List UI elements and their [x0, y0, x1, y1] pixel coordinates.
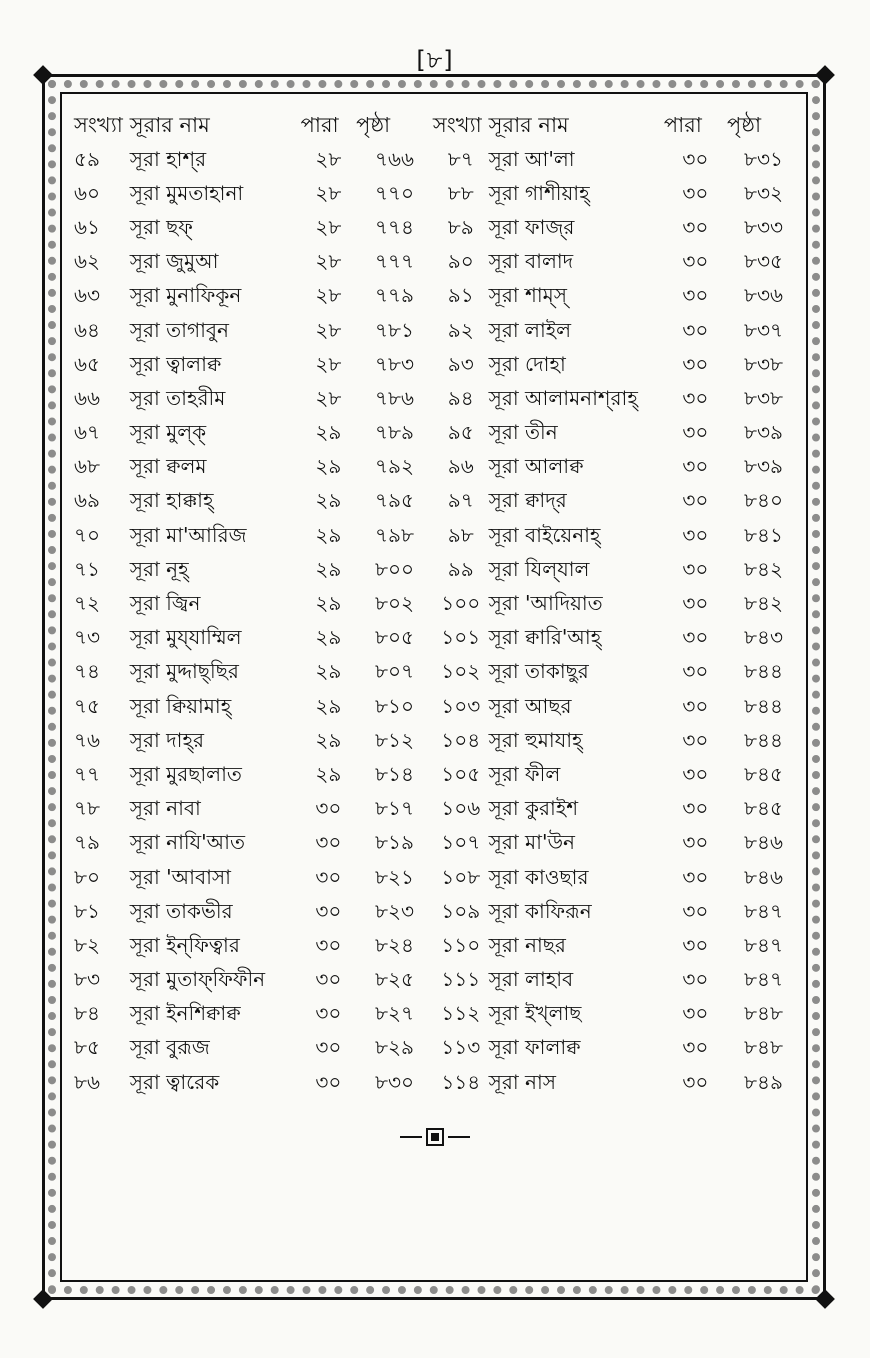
para-number: ২৯ [315, 420, 342, 445]
surah-name: সূরা নূহ্‌ [129, 556, 189, 581]
para-number: ৩০ [315, 796, 342, 821]
surah-name: সূরা শাম্‌স্‌ [488, 283, 567, 308]
para-number: ২৯ [315, 659, 342, 684]
page-number-cell: ৮৩০ [374, 1069, 414, 1094]
para-number: ৩০ [682, 385, 709, 410]
header-number: সংখ্যা [432, 112, 482, 137]
table-row [68, 794, 800, 828]
table-header-row [68, 108, 800, 144]
page-number-cell: ৮৩৮ [744, 351, 783, 376]
para-number: ৩০ [682, 625, 709, 650]
page-number-cell: ৮৪৩ [744, 625, 783, 650]
surah-number: ১১৪ [441, 1069, 481, 1094]
page-number-cell: ৮৩৫ [744, 249, 783, 274]
page-number-cell: ৭৭৯ [374, 283, 414, 308]
page-number-cell: ৮০৭ [374, 659, 414, 684]
para-number: ৩০ [315, 1069, 342, 1094]
page-number-cell: ৮৪৭ [744, 932, 783, 957]
para-number: ৩০ [315, 932, 342, 957]
para-number: ২৮ [315, 146, 342, 171]
surah-number: ৮৮ [447, 180, 474, 205]
surah-number: ১০৮ [441, 864, 481, 889]
surah-number: ৭৯ [74, 830, 100, 855]
surah-name: সূরা ফাজ্‌র [488, 214, 575, 239]
page-number-cell: ৮২৪ [375, 932, 414, 957]
surah-name: সূরা ফীল [488, 761, 561, 786]
page-number-cell: ৮৪৬ [744, 864, 783, 889]
para-number: ২৯ [315, 522, 342, 547]
table-row [68, 965, 800, 999]
surah-index-table [68, 108, 800, 1101]
surah-name: সূরা মুমতাহানা [129, 180, 244, 205]
page-number-cell: ৮১০ [375, 693, 414, 718]
table-row [68, 452, 800, 486]
surah-number: ৫৯ [74, 146, 100, 171]
surah-number: ৯৭ [447, 488, 474, 513]
surah-number: ৯৩ [447, 351, 474, 376]
table-row [68, 999, 800, 1033]
surah-name: সূরা ত্বারেক [129, 1069, 220, 1094]
page-number-cell: ৮২৯ [375, 1035, 414, 1060]
page-number-cell: ৮৪৪ [744, 727, 783, 752]
table-row [68, 759, 800, 793]
ornament-line [448, 1136, 470, 1138]
surah-number: ১০৬ [441, 796, 481, 821]
para-number: ৩০ [682, 727, 709, 752]
page-number-cell: ৮৩৬ [744, 283, 784, 308]
surah-name: সূরা ইখ্‌লাছ [488, 1001, 582, 1026]
page-number-cell: ৮৪২ [744, 591, 783, 616]
page-number-cell: ৭৮৯ [375, 420, 414, 445]
para-number: ৩০ [682, 693, 709, 718]
page-number-cell: ৮৩৮ [744, 385, 783, 410]
surah-number: ৮৯ [447, 214, 474, 239]
page-number-cell: ৮০০ [374, 556, 414, 581]
surah-name: সূরা মা'উন [488, 830, 575, 855]
page-number-cell: ৭৮৩ [374, 351, 414, 376]
para-number: ২৯ [315, 625, 342, 650]
surah-number: ১০৫ [441, 761, 481, 786]
page-number-cell: ৮৪১ [744, 522, 783, 547]
para-number: ২৯ [315, 556, 342, 581]
para-number: ৩০ [315, 1001, 342, 1026]
page-number-cell: ৮৪৬ [744, 830, 783, 855]
surah-name: সূরা মুনাফিকূন [129, 283, 242, 308]
para-number: ৩০ [682, 283, 709, 308]
surah-name: সূরা যিল্‌যাল [488, 556, 590, 581]
surah-name: সূরা ইন্‌ফিত্বার [129, 932, 240, 957]
table-row [68, 862, 800, 896]
page-number-cell: ৭৮৬ [374, 385, 414, 410]
para-number: ৩০ [315, 967, 342, 992]
surah-number: ৯১ [447, 283, 474, 308]
surah-name: সূরা তাগাবুন [129, 317, 229, 342]
para-number: ৩০ [682, 420, 709, 445]
para-number: ৩০ [682, 796, 709, 821]
page-number-cell: ৮০২ [374, 591, 414, 616]
para-number: ৩০ [682, 180, 709, 205]
surah-number: ১০১ [441, 625, 481, 650]
ornament-line [400, 1136, 422, 1138]
page-number-cell: ৮২৭ [374, 1001, 414, 1026]
surah-number: ১০৭ [441, 830, 481, 855]
surah-number: ১১৩ [441, 1035, 481, 1060]
page-number-cell: ৮৩২ [744, 180, 784, 205]
surah-number: ৮২ [74, 932, 100, 957]
surah-number: ১১১ [441, 967, 481, 992]
para-number: ২৯ [315, 727, 342, 752]
page-number-cell: ৮৪৮ [744, 1001, 783, 1026]
surah-number: ১০০ [441, 591, 481, 616]
surah-name: সূরা মুরছালাত [129, 761, 242, 786]
page-number-cell: ৮৪০ [744, 488, 783, 513]
para-number: ৩০ [682, 146, 709, 171]
page-number-cell: ৭৬৬ [374, 146, 414, 171]
para-number: ৩০ [682, 249, 709, 274]
table-row [68, 520, 800, 554]
surah-number: ৬১ [74, 214, 100, 239]
surah-number: ৬৫ [74, 351, 100, 376]
table-row [68, 247, 800, 281]
surah-name: সূরা তীন [488, 420, 558, 445]
page-number: [৮] [416, 46, 454, 74]
surah-number: ১১২ [441, 1001, 481, 1026]
surah-name: সূরা কাওছার [488, 864, 589, 889]
surah-name: সূরা লাইল [488, 317, 572, 342]
para-number: ৩০ [682, 864, 709, 889]
header-number: সংখ্যা [74, 112, 123, 137]
surah-name: সূরা আলাক্ব [488, 454, 584, 479]
surah-number: ৮৭ [447, 146, 474, 171]
surah-name: সূরা হাক্কাহ্‌ [129, 488, 214, 513]
surah-name: সূরা জ্বিন [129, 591, 201, 616]
surah-name: সূরা মুয্‌যাম্মিল [129, 625, 242, 650]
surah-number: ১১০ [441, 932, 481, 957]
surah-name: সূরা তাহরীম [129, 385, 226, 410]
surah-number: ৮০ [74, 864, 100, 889]
surah-name: সূরা বালাদ [488, 249, 574, 274]
header-page: পৃষ্ঠা [356, 112, 391, 137]
page-number-cell: ৭৮১ [375, 317, 414, 342]
page-number-cell: ৮২১ [375, 864, 414, 889]
para-number: ৩০ [682, 591, 709, 616]
surah-name: সূরা হুমাযাহ্‌ [488, 727, 583, 752]
header-surah-name: সূরার নাম [129, 112, 210, 137]
surah-name: সূরা মুতাফ্‌ফিফীন [129, 967, 266, 992]
surah-number: ৬২ [74, 249, 101, 274]
para-number: ৩০ [682, 898, 709, 923]
surah-name: সূরা ইনশিক্বাক্ব [129, 1001, 241, 1026]
ornament-square-icon [426, 1128, 444, 1146]
para-number: ৩০ [682, 932, 709, 957]
surah-number: ৯২ [447, 317, 474, 342]
para-number: ৩০ [682, 1069, 709, 1094]
para-number: ৩০ [682, 454, 709, 479]
page-number-cell: ৮৩৯ [744, 420, 783, 445]
surah-name: সূরা আলামনাশ্‌রাহ্‌ [488, 385, 638, 410]
page-number-cell: ৮৪৫ [744, 761, 783, 786]
surah-number: ৭১ [74, 556, 100, 581]
page-number-cell: ৭৯৮ [375, 522, 414, 547]
surah-number: ৬০ [74, 180, 101, 205]
table-row [68, 623, 800, 657]
para-number: ২৮ [315, 249, 342, 274]
para-number: ৩০ [682, 1035, 709, 1060]
para-number: ৩০ [682, 761, 709, 786]
page-number-cell: ৮২৩ [374, 898, 414, 923]
table-row [68, 281, 800, 315]
table-row [68, 930, 800, 964]
surah-number: ৯৬ [447, 454, 474, 479]
para-number: ২৮ [315, 214, 342, 239]
surah-name: সূরা হাশ্‌র [129, 146, 207, 171]
page-number-cell: ৮৪৫ [744, 796, 783, 821]
table-row [68, 383, 800, 417]
header-para: পারা [663, 112, 702, 137]
table-row [68, 144, 800, 178]
surah-number: ৭৪ [74, 659, 100, 684]
para-number: ২৮ [315, 351, 342, 376]
page-number-cell: ৮৩৩ [744, 214, 784, 239]
surah-name: সূরা বুরূজ [129, 1035, 210, 1060]
para-number: ২৯ [315, 454, 342, 479]
para-number: ২৯ [315, 693, 342, 718]
para-number: ২৯ [315, 488, 342, 513]
para-number: ৩০ [682, 351, 709, 376]
page-number-cell: ৮১৭ [375, 796, 414, 821]
surah-name: সূরা জুমুআ [129, 249, 219, 274]
para-number: ৩০ [315, 830, 342, 855]
surah-name: সূরা ক্বাদ্‌র [488, 488, 567, 513]
surah-number: ৮৬ [74, 1069, 100, 1094]
page-number-cell: ৮৪৭ [744, 898, 783, 923]
surah-number: ৬৬ [74, 385, 101, 410]
surah-number: ৮৫ [74, 1035, 100, 1060]
surah-name: সূরা তাকভীর [129, 898, 233, 923]
table-row [68, 418, 800, 452]
page-number-cell: ৮৪৪ [744, 659, 783, 684]
page-number-cell: ৭৯২ [374, 454, 414, 479]
page-number-cell: ৮৪৮ [744, 1035, 783, 1060]
surah-name: সূরা মুদ্দাছ্‌ছির [129, 659, 239, 684]
para-number: ৩০ [682, 659, 709, 684]
surah-number: ৭৮ [74, 796, 100, 821]
surah-name: সূরা ক্বারি'আহ্‌ [488, 625, 602, 650]
para-number: ৩০ [682, 214, 709, 239]
surah-name: সূরা কুরাইশ [488, 796, 579, 821]
page-number-cell: ৭৭৪ [374, 214, 414, 239]
surah-number: ৯৪ [447, 385, 474, 410]
surah-number: ৭২ [74, 591, 101, 616]
surah-name: সূরা কাফিরূন [488, 898, 592, 923]
table-row [68, 1033, 800, 1067]
surah-name: সূরা ক্বলম [129, 454, 207, 479]
para-number: ৩০ [315, 1035, 342, 1060]
page-number-cell: ৮২৫ [375, 967, 414, 992]
table-row [68, 657, 800, 691]
page-number-cell: ৮০৫ [375, 625, 414, 650]
page-number-cell: ৮৪৪ [744, 693, 783, 718]
surah-name: সূরা বাইয়েনাহ্‌ [488, 522, 601, 547]
table-row [68, 828, 800, 862]
table-row [68, 1067, 800, 1101]
table-row [68, 315, 800, 349]
surah-number: ৬৮ [74, 454, 100, 479]
surah-name: সূরা ক্বিয়ামাহ্‌ [129, 693, 232, 718]
header-surah-name: সূরার নাম [488, 112, 569, 137]
table-row [68, 486, 800, 520]
surah-number: ৭০ [74, 522, 101, 547]
surah-number: ৮১ [74, 898, 100, 923]
surah-number: ৬৪ [74, 317, 100, 342]
surah-name: সূরা তাকাছুর [488, 659, 589, 684]
surah-name: সূরা নাছর [488, 932, 566, 957]
para-number: ৩০ [315, 864, 342, 889]
page-number-cell: ৭৭০ [374, 180, 414, 205]
para-number: ৩০ [682, 488, 709, 513]
header-page: পৃষ্ঠা [727, 112, 762, 137]
surah-number: ৭৩ [74, 625, 101, 650]
surah-number: ৮৪ [74, 1001, 100, 1026]
surah-number: ৯৮ [447, 522, 474, 547]
surah-name: সূরা আ'লা [488, 146, 575, 171]
para-number: ২৮ [315, 385, 342, 410]
surah-number: ৯০ [447, 249, 474, 274]
surah-name: সূরা ত্বালাক্ব [129, 351, 222, 376]
header-para: পারা [300, 112, 339, 137]
para-number: ৩০ [682, 317, 709, 342]
page-number-cell: ৭৭৭ [374, 249, 414, 274]
page-number-cell: ৮৪২ [744, 556, 783, 581]
page-number-cell: ৮৩৭ [744, 317, 784, 342]
surah-name: সূরা মা'আরিজ [129, 522, 247, 547]
surah-number: ১০৩ [441, 693, 481, 718]
page-number-cell: ৮১৪ [375, 761, 414, 786]
table-row [68, 725, 800, 759]
table-row [68, 349, 800, 383]
surah-name: সূরা 'আবাসা [129, 864, 231, 889]
surah-number: ৬৭ [74, 420, 101, 445]
table-row [68, 212, 800, 246]
surah-number: ৮৩ [74, 967, 100, 992]
para-number: ২৯ [315, 591, 342, 616]
para-number: ২৮ [315, 180, 342, 205]
table-row [68, 554, 800, 588]
table-row [68, 588, 800, 622]
surah-name: সূরা লাহাব [488, 967, 574, 992]
surah-number: ৭৭ [74, 761, 101, 786]
page-number-cell: ৮৪৯ [744, 1069, 783, 1094]
para-number: ২৮ [315, 317, 342, 342]
surah-number: ১০৪ [441, 727, 481, 752]
table-row [68, 691, 800, 725]
surah-number: ৭৫ [74, 693, 100, 718]
para-number: ৩০ [315, 898, 342, 923]
surah-number: ৬৯ [74, 488, 100, 513]
surah-number: ১০২ [441, 659, 481, 684]
page-number-cell: ৭৯৫ [375, 488, 414, 513]
para-number: ৩০ [682, 830, 709, 855]
surah-name: সূরা দাহ্‌র [129, 727, 204, 752]
para-number: ৩০ [682, 967, 709, 992]
para-number: ২৮ [315, 283, 342, 308]
surah-name: সূরা 'আদিয়াত [488, 591, 603, 616]
page-number-cell: ৮১২ [375, 727, 414, 752]
surah-name: সূরা ছফ্‌ [129, 214, 193, 239]
surah-name: সূরা নাযি'আত [129, 830, 245, 855]
para-number: ৩০ [682, 1001, 709, 1026]
para-number: ৩০ [682, 522, 709, 547]
surah-number: ৯৫ [447, 420, 474, 445]
surah-name: সূরা নাবা [129, 796, 201, 821]
surah-number: ৯৯ [447, 556, 474, 581]
page-number-cell: ৮১৯ [375, 830, 414, 855]
surah-name: সূরা মুল্‌ক্‌ [129, 420, 207, 445]
table-row [68, 896, 800, 930]
surah-name: সূরা দোহা [488, 351, 566, 376]
surah-name: সূরা নাস [488, 1069, 556, 1094]
page-number-cell: ৮৪৭ [744, 967, 783, 992]
page-number-cell: ৮৩১ [744, 146, 783, 171]
para-number: ২৯ [315, 761, 342, 786]
surah-name: সূরা আছর [488, 693, 572, 718]
para-number: ৩০ [682, 556, 709, 581]
table-row [68, 178, 800, 212]
surah-name: সূরা ফালাক্ব [488, 1035, 581, 1060]
surah-number: ৬৩ [74, 283, 101, 308]
surah-name: সূরা গাশীয়াহ্‌ [488, 180, 590, 205]
surah-number: ৭৬ [74, 727, 101, 752]
page-number-cell: ৮৩৯ [744, 454, 783, 479]
end-ornament [0, 1128, 870, 1146]
surah-number: ১০৯ [441, 898, 481, 923]
